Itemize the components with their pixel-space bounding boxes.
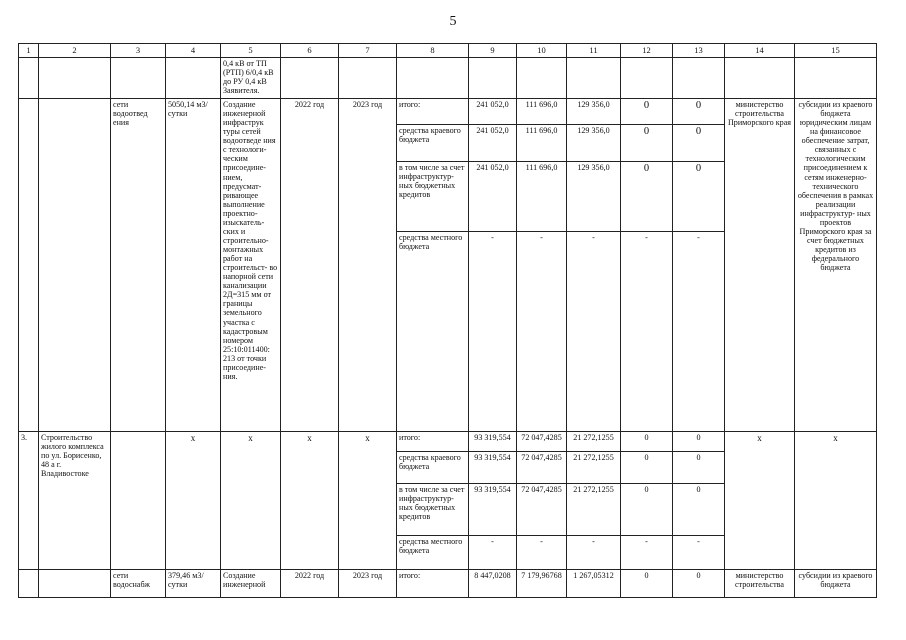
cell-amount-2024: 0 <box>621 125 673 162</box>
cell-executor: х <box>725 432 795 570</box>
cell-funding-form: субсидии из краевого бюджета юридическим лицам на финансовое обеспечение затрат, связанных с технологическим присоединением к сетям инженерно-технического обеспечения в рамках реализации инфраструктур- ных проектов Приморского края за счет бюджетных кредитов из федерального бюджета <box>795 99 877 432</box>
cell-empty <box>517 58 567 99</box>
col-num: 8 <box>397 44 469 58</box>
cell-empty <box>673 58 725 99</box>
cell-amount-2023: - <box>567 232 621 432</box>
table-row <box>19 99 877 125</box>
cell-description: Создание инженерной инфраструк туры сетей водоотведе ния с технологи- ческим присоедине- нием, предусмат- ривающее выполнение проектно- изыскатель- ских и строительно- монтажных работ на строительст- во напорной сети канализации 2Д=315 мм от границы земельного участка с кадастровым номером 25:10:011400: 213 от точки присоедине- ния. <box>221 99 281 432</box>
cell-description: х <box>221 432 281 570</box>
cell-network-type: сети водоснабж <box>111 570 166 598</box>
cell-empty <box>111 432 166 570</box>
col-num: 12 <box>621 44 673 58</box>
cell-amount-2024: 0 <box>621 99 673 125</box>
cell-amount-total: - <box>469 536 517 570</box>
cell-amount-2022: 72 047,4285 <box>517 484 567 536</box>
cell-amount-total: 241 052,0 <box>469 125 517 162</box>
cell-empty <box>281 58 339 99</box>
cell-amount-2025: 0 <box>673 432 725 452</box>
cell-empty <box>567 58 621 99</box>
cell-funding-form: субсидии из краевого бюджета <box>795 570 877 598</box>
continuation-row <box>19 58 877 99</box>
cell-amount-2024: 0 <box>621 484 673 536</box>
cell-empty <box>39 58 111 99</box>
col-num: 1 <box>19 44 39 58</box>
col-num: 15 <box>795 44 877 58</box>
cell-empty <box>19 570 39 598</box>
cell-amount-2023: 129 356,0 <box>567 99 621 125</box>
cell-funding-form: х <box>795 432 877 570</box>
cell-amount-total: 93 319,554 <box>469 484 517 536</box>
cell-amount-2023: 129 356,0 <box>567 125 621 162</box>
table-row <box>19 432 877 452</box>
cell-amount-2024: - <box>621 232 673 432</box>
cell-empty <box>397 58 469 99</box>
cell-source: итого: <box>397 99 469 125</box>
cell-amount-2022: - <box>517 232 567 432</box>
cell-amount-total: 8 447,0208 <box>469 570 517 598</box>
col-num: 10 <box>517 44 567 58</box>
column-number-row <box>19 44 877 58</box>
cell-end-year: 2023 год <box>339 99 397 432</box>
col-num: 6 <box>281 44 339 58</box>
cell-object-name: Строительство жилого комплекса по ул. Борисенко, 48 а г. Владивостоке <box>39 432 111 570</box>
col-num: 14 <box>725 44 795 58</box>
cell-amount-total: 241 052,0 <box>469 99 517 125</box>
cell-amount-2025: 0 <box>673 162 725 232</box>
cell-amount-2023: 129 356,0 <box>567 162 621 232</box>
cell-amount-2023: 1 267,05312 <box>567 570 621 598</box>
cell-amount-2022: 7 179,96768 <box>517 570 567 598</box>
cell-amount-total: 93 319,554 <box>469 452 517 484</box>
cell-amount-2023: 21 272,1255 <box>567 452 621 484</box>
cell-amount-2025: 0 <box>673 570 725 598</box>
cell-network-type: сети водоотвед ения <box>111 99 166 432</box>
cell-description: Создание инженерной <box>221 570 281 598</box>
cell-amount-2025: - <box>673 536 725 570</box>
cell-capacity: 5050,14 м3/сутки <box>166 99 221 432</box>
cell-source: в том числе за счет инфраструктур- ных бюджетных кредитов <box>397 484 469 536</box>
cell-amount-total: 93 319,554 <box>469 432 517 452</box>
cell-amount-2022: 111 696,0 <box>517 162 567 232</box>
cell-executor: министерство строительства <box>725 570 795 598</box>
cell-capacity: х <box>166 432 221 570</box>
cell-amount-2025: 0 <box>673 484 725 536</box>
cell-amount-2025: 0 <box>673 99 725 125</box>
cell-empty <box>725 58 795 99</box>
cell-source: средства краевого бюджета <box>397 125 469 162</box>
cell-empty <box>111 58 166 99</box>
cell-source: средства местного бюджета <box>397 232 469 432</box>
col-num: 7 <box>339 44 397 58</box>
cell-amount-2022: 111 696,0 <box>517 99 567 125</box>
cell-amount-2024: 0 <box>621 570 673 598</box>
cell-capacity: 379,46 м3/сутки <box>166 570 221 598</box>
cell-empty <box>39 99 111 432</box>
col-num: 5 <box>221 44 281 58</box>
cell-start-year: х <box>281 432 339 570</box>
cell-empty <box>795 58 877 99</box>
cell-amount-total: - <box>469 232 517 432</box>
table-row <box>19 570 877 598</box>
cell-empty <box>19 99 39 432</box>
col-num: 4 <box>166 44 221 58</box>
cell-amount-total: 241 052,0 <box>469 162 517 232</box>
cell-amount-2022: - <box>517 536 567 570</box>
col-num: 9 <box>469 44 517 58</box>
cell-item-number: 3. <box>19 432 39 570</box>
cell-empty <box>19 58 39 99</box>
cell-amount-2023: 21 272,1255 <box>567 432 621 452</box>
investment-table <box>18 43 877 598</box>
cell-empty <box>166 58 221 99</box>
cell-amount-2024: 0 <box>621 452 673 484</box>
col-num: 11 <box>567 44 621 58</box>
cell-end-year: 2023 год <box>339 570 397 598</box>
col-num: 13 <box>673 44 725 58</box>
cell-amount-2024: 0 <box>621 432 673 452</box>
cell-amount-2022: 72 047,4285 <box>517 432 567 452</box>
cell-amount-2025: 0 <box>673 452 725 484</box>
cell-amount-2025: - <box>673 232 725 432</box>
cell-source: средства местного бюджета <box>397 536 469 570</box>
cell-start-year: 2022 год <box>281 570 339 598</box>
cell-end-year: х <box>339 432 397 570</box>
cell-amount-2024: 0 <box>621 162 673 232</box>
cell-amount-2023: - <box>567 536 621 570</box>
page-number: 5 <box>449 14 457 29</box>
cell-source: итого: <box>397 432 469 452</box>
cell-description: 0,4 кВ от ТП (РТП) 6/0,4 кВ до РУ 0,4 кВ Заявителя. <box>221 58 281 99</box>
cell-amount-2022: 72 047,4285 <box>517 452 567 484</box>
cell-amount-2025: 0 <box>673 125 725 162</box>
cell-source: средства краевого бюджета <box>397 452 469 484</box>
cell-source: в том числе за счет инфраструктур- ных бюджетных кредитов <box>397 162 469 232</box>
cell-empty <box>339 58 397 99</box>
col-num: 2 <box>39 44 111 58</box>
cell-start-year: 2022 год <box>281 99 339 432</box>
cell-executor: министерство строительства Приморского края <box>725 99 795 432</box>
cell-source: итого: <box>397 570 469 598</box>
cell-amount-2023: 21 272,1255 <box>567 484 621 536</box>
cell-empty <box>621 58 673 99</box>
cell-empty <box>469 58 517 99</box>
cell-amount-2024: - <box>621 536 673 570</box>
cell-empty <box>39 570 111 598</box>
col-num: 3 <box>111 44 166 58</box>
cell-amount-2022: 111 696,0 <box>517 125 567 162</box>
